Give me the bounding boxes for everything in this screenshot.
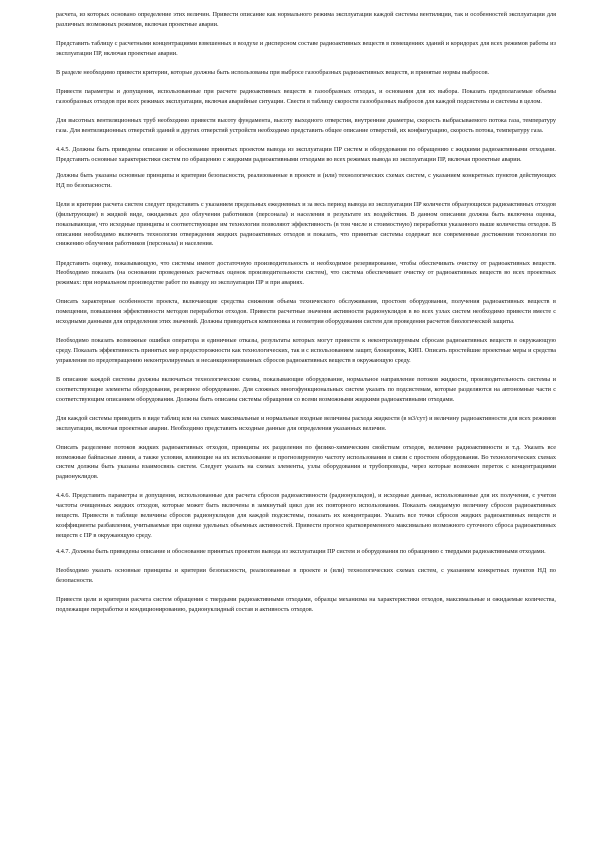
section-paragraph-4-4-5: 4.4.5. Должны быть приведены описание и обоснование принятых проектом вывода из эксплуатации ПР систем и оборудования по обращению с жидкими радиоактивными отходами. Представить основные характеристики систем по обращению с жидкими радиоактивными отходами во всех режимах вывода из эксплуатации ПР, включая проектные аварии. bbox=[56, 146, 556, 163]
document-page bbox=[56, 10, 556, 624]
paragraph: Описать разделение потоков жидких радиоактивных отходов, принципы их разделения по физико-химическим свойствам отходов, величине радиоактивности и т.д. Указать все возможные байпасные линии, а также условия, влияющие на их использование и прогнозируемую частоту использования в связи с простоем оборудования. Во технологических схемах систем должны быть указаны взаимосвязь систем. Следует указать на схемах элементы, узлы оборудования и трубопроводы, через которые возможен переток с концентрациями радионуклидов. bbox=[56, 443, 556, 481]
paragraph: Привести цели и критерии расчета систем обращения с твердыми радиоактивными отходами, образцы механизма на характеристики отходов, максимальные и ожидаемые количества, подлежащие переработке и кондиционированию, радионуклидный состав и активность отходов. bbox=[56, 596, 556, 613]
paragraph: В разделе необходимо привести критерии, которые должны быть использованы при выбросе газообразных радиоактивных веществ, и принятые нормы выбросов. bbox=[56, 68, 490, 76]
paragraph: Представить таблицу с расчетными концентрациями взвешенных в воздухе и дисперсном составе радиоактивных веществ в помещениях зданий и коридорах для всех режимов работы из эксплуатации ПР, включая проектные аварии. bbox=[56, 39, 556, 57]
paragraph: В описание каждой системы должны включаться технологические схемы, показывающие оборудование, нормальное направление потоков жидкости, производительность системы и соответствующие элементы оборудования, резервное оборудование. Для сложных многофункциональных систем указать по подсистемам, которые разделяются на автономные части с соответствующим описанием оборудования. Должны быть описаны системы обращения со всеми возможными жидкими радиоактивными отходами. bbox=[56, 376, 556, 403]
paragraph: Для высотных вентиляционных труб необходимо привести высоту фундамента, высоту выходного отверстия, внутренние диаметры, скорость выбрасываемого потока газа, температуру газа. Для вентиляционных отверстий зданий и других отверстий устройств необходимо представить общее описание отверстий, их конфигурацию, скорость потока, температуру газа. bbox=[56, 117, 556, 134]
paragraph: Описать характерные особенности проекта, включающие средства снижения объема технического обслуживания, простоев оборудования, получения радиоактивных веществ в помещении, повышения эффективности методов переработки отходов. Привести расчетные значения активности радионуклидов в во всех узлах систем необходимо привести вместе с исходными данными для определения этих значений. Должны приводиться компоновка и геометрия оборудования систем для проведения расчетов биологической защиты. bbox=[56, 298, 556, 326]
paragraph: Привести параметры и допущения, использованные при расчете радиоактивных веществ в газообразных отходах, и основания для их выбора. Показать предполагаемые объемы газообразных отходов при всех режимах эксплуатации, включая аварийные ситуации. Свести в таблицу скорости газообразных выбросов для каждой подсистемы и системы в целом. bbox=[56, 88, 556, 105]
paragraph: Должны быть указаны основные принципы и критерии безопасности, реализованные в проекте и (или) технологических схемах систем, с указанием конкретных пунктов действующих НД по безопасности. bbox=[56, 172, 556, 190]
paragraph: Необходимо показать возможные ошибки оператора и единичные отказы, результаты которых могут привести к неконтролируемым сбросам радиоактивных веществ в окружающую среду. Показать эффективность принятых мер предосторожности как технологических, так и с использованием защит, блокировок, КИП. Описать простейшие проектные меры и средства управления по предотвращению неконтролируемых и несанкционированных сбросов радиоактивных веществ в окружающую среду. bbox=[56, 337, 556, 364]
paragraph: расчета, из которых основано определение этих величин. Привести описание как нормального режима эксплуатации каждой системы вентиляции, так и особенностей эксплуатации для различных возможных режимов, включая проектные аварии. bbox=[56, 11, 556, 28]
paragraph: Необходимо указать основные принципы и критерии безопасности, реализованные в проекте и (или) технологических схемах систем, с указанием конкретных пунктов НД по безопасности. bbox=[56, 567, 556, 584]
section-paragraph-4-4-7: 4.4.7. Должны быть приведены описание и обоснование принятых проектом вывода из эксплуатации ПР систем и оборудования по обращению с твердыми радиоактивными отходами. bbox=[56, 547, 546, 555]
paragraph: Для каждой системы приводить в виде таблиц или на схемах максимальные и нормальные входные величины расхода жидкости (в м3/сут) и величину радиоактивности для всех режимов эксплуатации, включая проектные аварии. Необходимо представить исходные данные для определения указанных величин. bbox=[56, 414, 556, 432]
paragraph: Представить оценку, показывающую, что системы имеют достаточную производительность и необходимое резервирование, чтобы обеспечивать очистку от радиоактивных веществ. Необходимо показать (на основании проведенных расчетных оценок производительности систем), что система обеспечивает очистку от радиоактивных веществ во всех проектных режимах: при нормальном производстве работ по выводу из эксплуатации ПР и при авариях. bbox=[56, 259, 556, 287]
paragraph: Цели и критерии расчета систем следует представить с указанием предельных ежедневных и за весь период вывода из эксплуатации ПР количеств образующихся радиоактивных отходов (фильтрующие) в жидкой виде, ожидаемых доз облучения работников (персонала) и населения в результате их воздействия. В данном описании должна быть включена оценка, показывающая, что исходные принципы и соответствующие им технологии позволяют эффективность (в том числе и стоимостную) переработки указанного выше количества отходов. В описании необходимо включить технологии отверждения жидких радиоактивных отходов и показать, что принятые системы содержат все современные достижения технологии по снижению облучения работников (персонала) и населения. bbox=[56, 201, 556, 248]
section-paragraph-4-4-6: 4.4.6. Представить параметры и допущения, использованные для расчета сбросов радиоактивности (радионуклидов), и исходные данные, использованные для их получения, с учетом частоты очищенных жидких отходов, которые может быть включены в замкнутый цикл для их повторного использования. Показать ожидаемую величину сбросов радиоактивных веществ. Привести в таблице величины сбросов радионуклидов для каждой подсистемы, показать их концентрации. Указать все точки сбросов жидких радиоактивных веществ и коэффициенты разбавления, учитываемые при оценке удельных объемных активностей. Привести прогноз кратковременного максимально возможного суточного сброса радиоактивных веществ с ПР в окружающую среду. bbox=[56, 492, 556, 539]
